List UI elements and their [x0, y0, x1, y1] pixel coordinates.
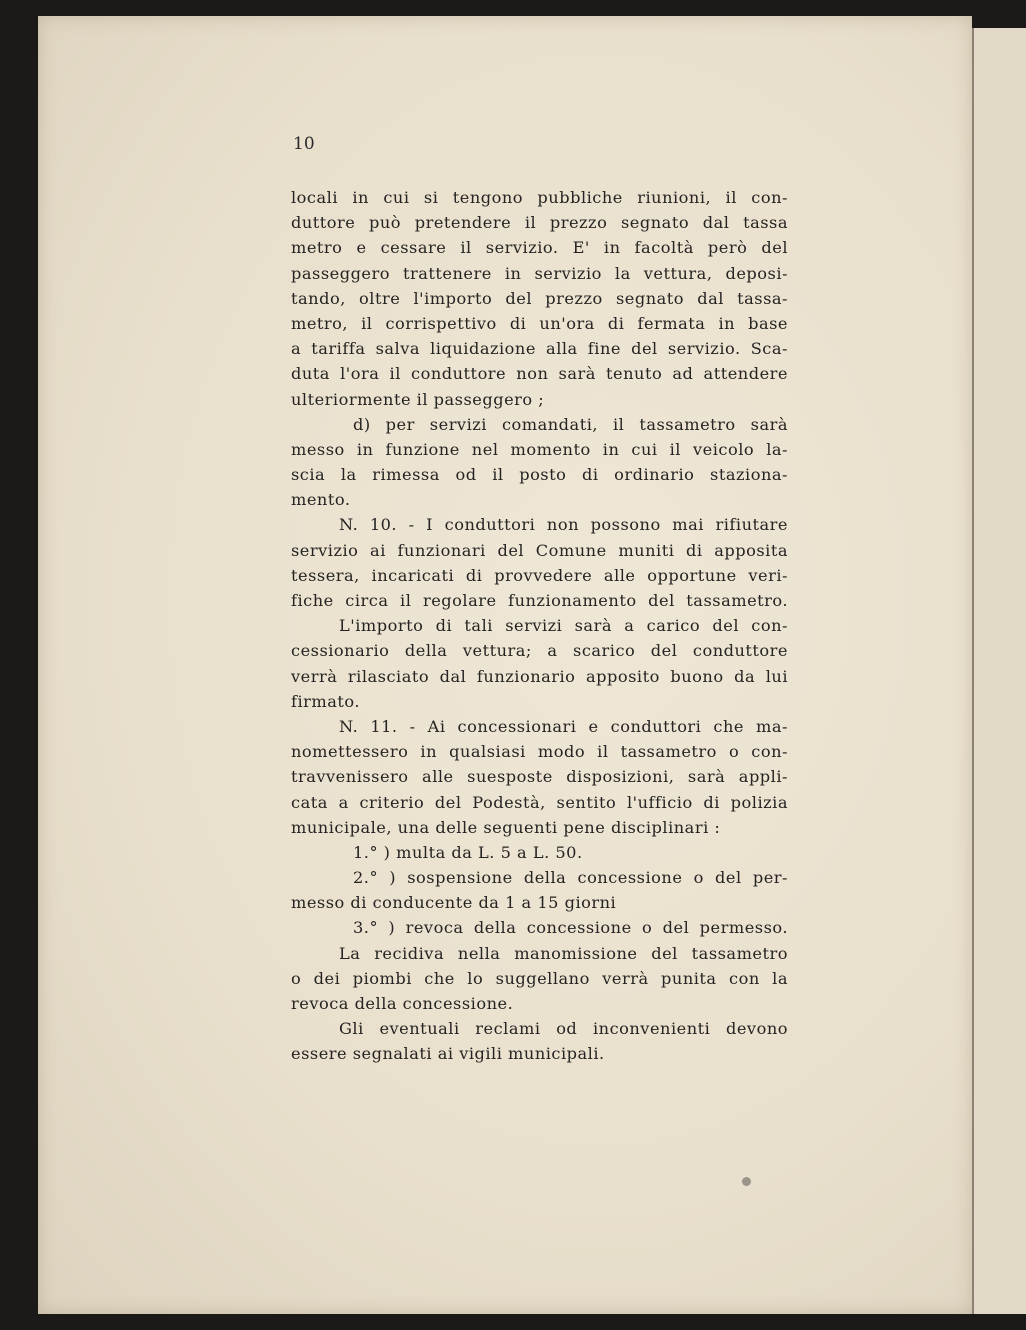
text-line: municipale, una delle seguenti pene disciplinari : — [291, 817, 721, 837]
text-line: mento. — [291, 490, 351, 510]
text-line: Gli eventuali reclami od inconvenienti devono — [339, 1019, 788, 1039]
text-line: duta l'ora il conduttore non sarà tenuto ad attendere — [291, 364, 788, 384]
text-line: messo in funzione nel momento in cui il veicolo la- — [291, 439, 788, 459]
body-text — [291, 185, 788, 1067]
text-line: cessionario della vettura; a scarico del conduttore — [291, 641, 788, 661]
text-line: d) per servizi comandati, il tassametro sarà — [353, 414, 788, 434]
text-line: 2.° ) sospensione della concessione o del per- — [353, 868, 788, 888]
text-line: messo di conducente da 1 a 15 giorni — [291, 893, 617, 913]
text-line: firmato. — [291, 691, 361, 711]
text-line: revoca della concessione. — [291, 994, 514, 1013]
page-number: 10 — [293, 134, 315, 154]
text-line: metro, il corrispettivo di un'ora di fermata in base — [291, 313, 788, 333]
text-line: N. 10. - I conduttori non possono mai rifiutare — [339, 515, 788, 535]
text-line: nomettessero in qualsiasi modo il tassametro o con- — [291, 742, 788, 762]
text-line: tessera, incaricati di provvedere alle opportune veri- — [291, 565, 788, 585]
text-line: 1.° ) multa da L. 5 a L. 50. — [353, 842, 583, 862]
text-line: o dei piombi che lo suggellano verrà punita con la — [291, 968, 788, 988]
adjacent-page-edge — [972, 28, 1026, 1314]
text-line: N. 11. - Ai concessionari e conduttori che ma- — [339, 716, 788, 736]
text-line: travvenissero alle suesposte disposizioni, sarà appli- — [291, 767, 788, 787]
text-line: scia la rimessa od il posto di ordinario staziona- — [291, 465, 788, 485]
ink-dot-mark — [742, 1177, 751, 1186]
text-line: fiche circa il regolare funzionamento del tassametro. — [291, 591, 788, 610]
text-line: duttore può pretendere il prezzo segnato dal tassa — [291, 213, 788, 233]
text-line: verrà rilasciato dal funzionario apposito buono da lui — [291, 666, 788, 686]
text-line: cata a criterio del Podestà, sentito l'ufficio di polizia — [291, 792, 788, 812]
text-line: a tariffa salva liquidazione alla fine del servizio. Sca- — [291, 339, 788, 359]
text-line: 3.° ) revoca della concessione o del permesso. — [353, 918, 788, 938]
text-line: ulteriormente il passeggero ; — [291, 389, 545, 409]
text-line: essere segnalati ai vigili municipali. — [291, 1044, 605, 1064]
text-line: tando, oltre l'importo del prezzo segnato dal tassa- — [291, 288, 788, 308]
text-line: La recidiva nella manomissione del tassametro — [339, 943, 788, 963]
text-line: locali in cui si tengono pubbliche riunioni, il con- — [291, 188, 788, 207]
text-line: passeggero trattenere in servizio la vettura, deposi- — [291, 263, 788, 283]
text-line: servizio ai funzionari del Comune muniti di apposita — [291, 540, 788, 560]
text-line: metro e cessare il servizio. E' in facoltà però del — [291, 238, 788, 258]
text-line: L'importo di tali servizi sarà a carico del con- — [339, 616, 788, 636]
